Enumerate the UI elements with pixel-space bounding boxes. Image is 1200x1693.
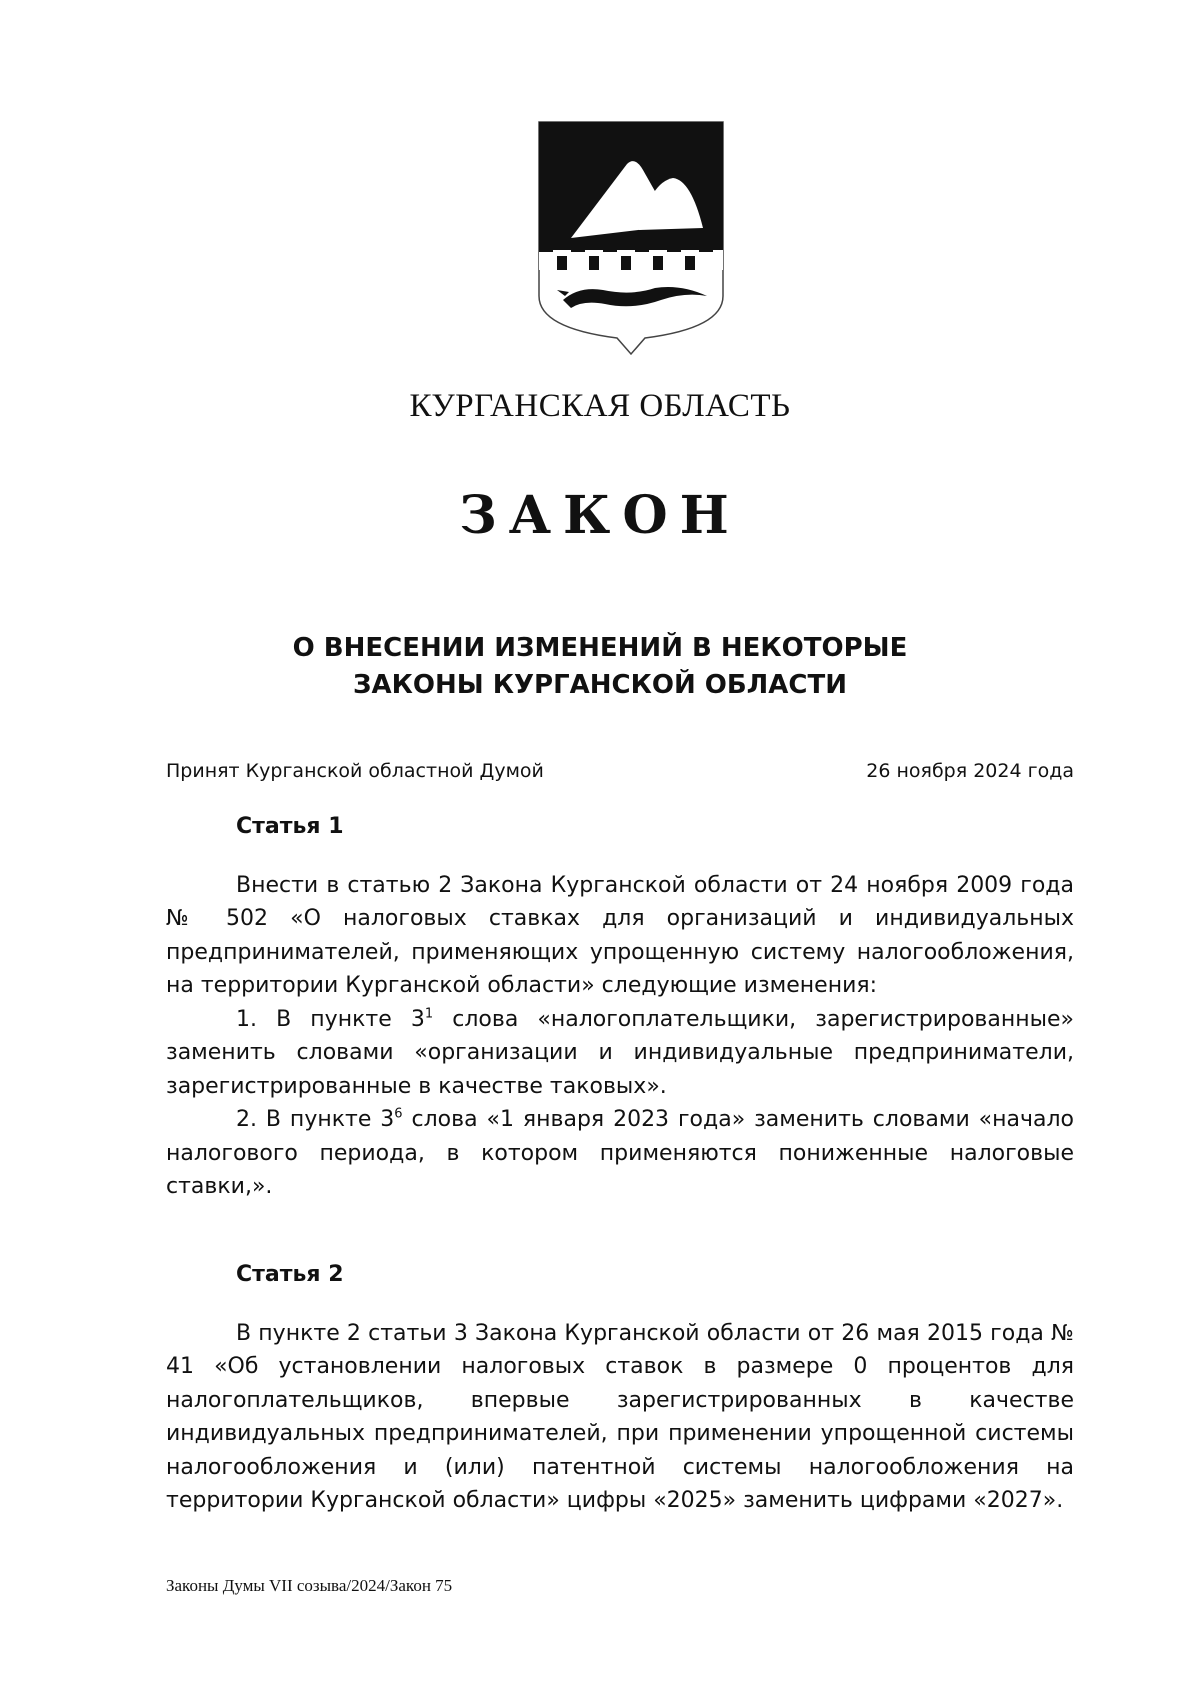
article-1-item-1 [166,1003,1074,1104]
item-2-prefix: 2. В пункте 3 [236,1107,395,1132]
item-2-text: слова «1 января 2023 года» заменить словами «начало налогового периода, в котором применяются пониженные налоговые ставки,». [166,1107,1074,1199]
article-2-text: В пункте 2 статьи 3 Закона Курганской области от 26 мая 2015 года № 41 «Об установлении налоговых ставок в размере 0 процентов для налогоплательщиков, впервые зарегистрированных в качестве индивидуальных предпринимателей, при применении упрощенной системы налогообложения и (или) патентной системы налогообложения на территории Курганской области» цифры «2025» заменить цифрами «2027». [166,1320,1074,1513]
region-name: КУРГАНСКАЯ ОБЛАСТЬ [409,388,791,424]
adoption-date: 26 ноября 2024 года [866,760,1074,782]
document-title-line-1: О ВНЕСЕНИИ ИЗМЕНЕНИЙ В НЕКОТОРЫЕ [292,633,908,663]
item-1-prefix: 1. В пункте 3 [236,1006,425,1032]
document-title [0,630,1200,704]
article-1-intro: Внести в статью 2 Закона Курганской области от 24 ноября 2009 года № 502 «О налоговых ставках для организаций и индивидуальных предпринимателей, применяющих упрощенную систему налогообложения, на территории Курганской области» следующие изменения: [166,872,1074,998]
article-1 [166,810,1074,1204]
law-label: ЗАКОН [459,485,741,546]
footer-reference: Законы Думы VII созыва/2024/Закон 75 [166,1576,453,1595]
article-1-heading: Статья 1 [236,814,344,839]
document-title-line-2: ЗАКОНЫ КУРГАНСКОЙ ОБЛАСТИ [353,670,847,700]
adopted-by: Принят Курганской областной Думой [166,760,544,782]
item-1-text: слова «налогоплательщики, зарегистрированные» заменить словами «организации и индивидуальные предприниматели, зарегистрированные в качестве таковых». [166,1006,1074,1099]
article-2 [166,1258,1074,1518]
item-2-superscript: 6 [394,1106,403,1122]
article-1-item-2 [166,1103,1074,1204]
adoption-line [166,760,1074,782]
article-2-heading: Статья 2 [236,1262,344,1287]
coat-of-arms-emblem [535,118,727,358]
item-1-superscript: 1 [424,1006,434,1022]
